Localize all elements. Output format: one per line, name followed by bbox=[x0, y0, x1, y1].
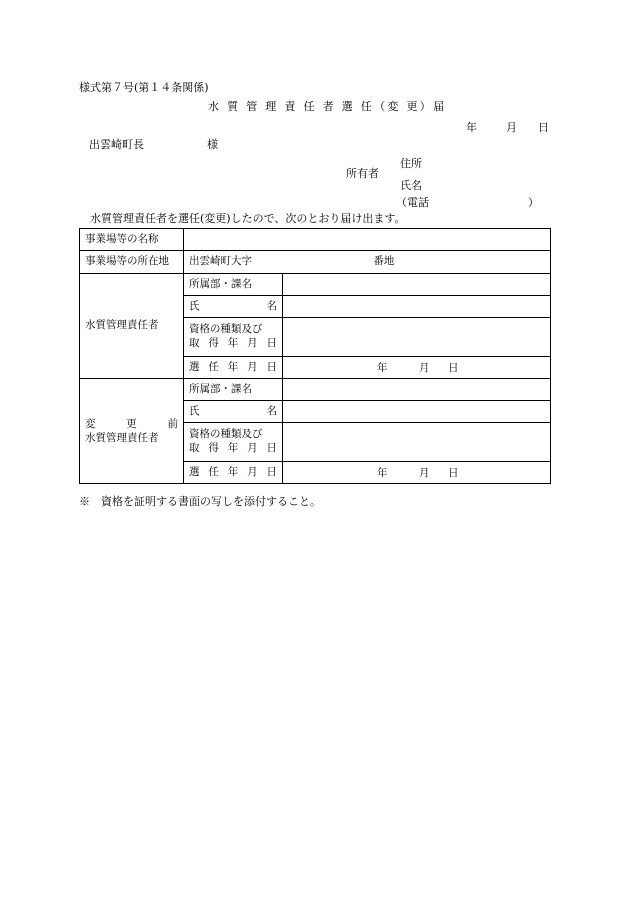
qualification-label: 資格の種類及び 取 得 年 月 日 bbox=[184, 423, 283, 462]
addressee: 出雲崎町長 bbox=[89, 138, 144, 151]
appointment-date-label: 選 任 年 月 日 bbox=[184, 357, 283, 379]
table-row bbox=[80, 274, 551, 296]
table-row bbox=[80, 379, 551, 401]
section2-label: 変 更 前 水質管理責任者 bbox=[80, 379, 184, 484]
business-name-label: 事業場等の名称 bbox=[80, 229, 184, 251]
department-field[interactable] bbox=[283, 274, 551, 296]
business-location-label: 事業場等の所在地 bbox=[80, 251, 184, 274]
department-label: 所属部・課名 bbox=[184, 379, 283, 401]
phone-close: ） bbox=[528, 196, 539, 209]
name-row-label: 氏 名 bbox=[184, 401, 283, 423]
appointment-date-field[interactable]: 年 月 日 bbox=[283, 357, 551, 379]
notification-table bbox=[79, 228, 551, 484]
qualification-field[interactable] bbox=[283, 423, 551, 462]
business-name-field[interactable] bbox=[184, 229, 551, 251]
appointment-date-field[interactable]: 年 月 日 bbox=[283, 462, 551, 484]
date-month: 月 bbox=[506, 121, 517, 134]
appointment-date-label: 選 任 年 月 日 bbox=[184, 462, 283, 484]
department-field[interactable] bbox=[283, 379, 551, 401]
department-label: 所属部・課名 bbox=[184, 274, 283, 296]
phone-open: （電話 bbox=[396, 196, 429, 209]
date-day: 日 bbox=[538, 121, 549, 134]
statement: 水質管理責任者を選任(変更)したので、次のとおり届け出ます。 bbox=[90, 212, 406, 225]
footnote: ※ 資格を証明する書面の写しを添付すること。 bbox=[79, 495, 321, 508]
form-title: 水 質 管 理 責 任 者 選 任（変 更）届 bbox=[208, 100, 447, 113]
section1-label: 水質管理責任者 bbox=[80, 274, 184, 379]
honorific: 様 bbox=[207, 138, 218, 151]
name-row-label: 氏 名 bbox=[184, 296, 283, 318]
table-row bbox=[80, 251, 551, 274]
business-location-field[interactable] bbox=[184, 251, 551, 274]
address-label: 住所 bbox=[400, 157, 422, 170]
name-label: 氏名 bbox=[400, 179, 422, 192]
owner-label: 所有者 bbox=[346, 167, 379, 180]
table-row bbox=[80, 229, 551, 251]
location-suffix: 番地 bbox=[373, 255, 395, 268]
name-field[interactable] bbox=[283, 401, 551, 423]
qualification-label: 資格の種類及び 取 得 年 月 日 bbox=[184, 318, 283, 357]
date-year: 年 bbox=[466, 121, 477, 134]
name-field[interactable] bbox=[283, 296, 551, 318]
qualification-field[interactable] bbox=[283, 318, 551, 357]
location-prefix: 出雲崎町大字 bbox=[189, 255, 252, 268]
form-number: 様式第７号(第１４条関係) bbox=[79, 81, 209, 94]
